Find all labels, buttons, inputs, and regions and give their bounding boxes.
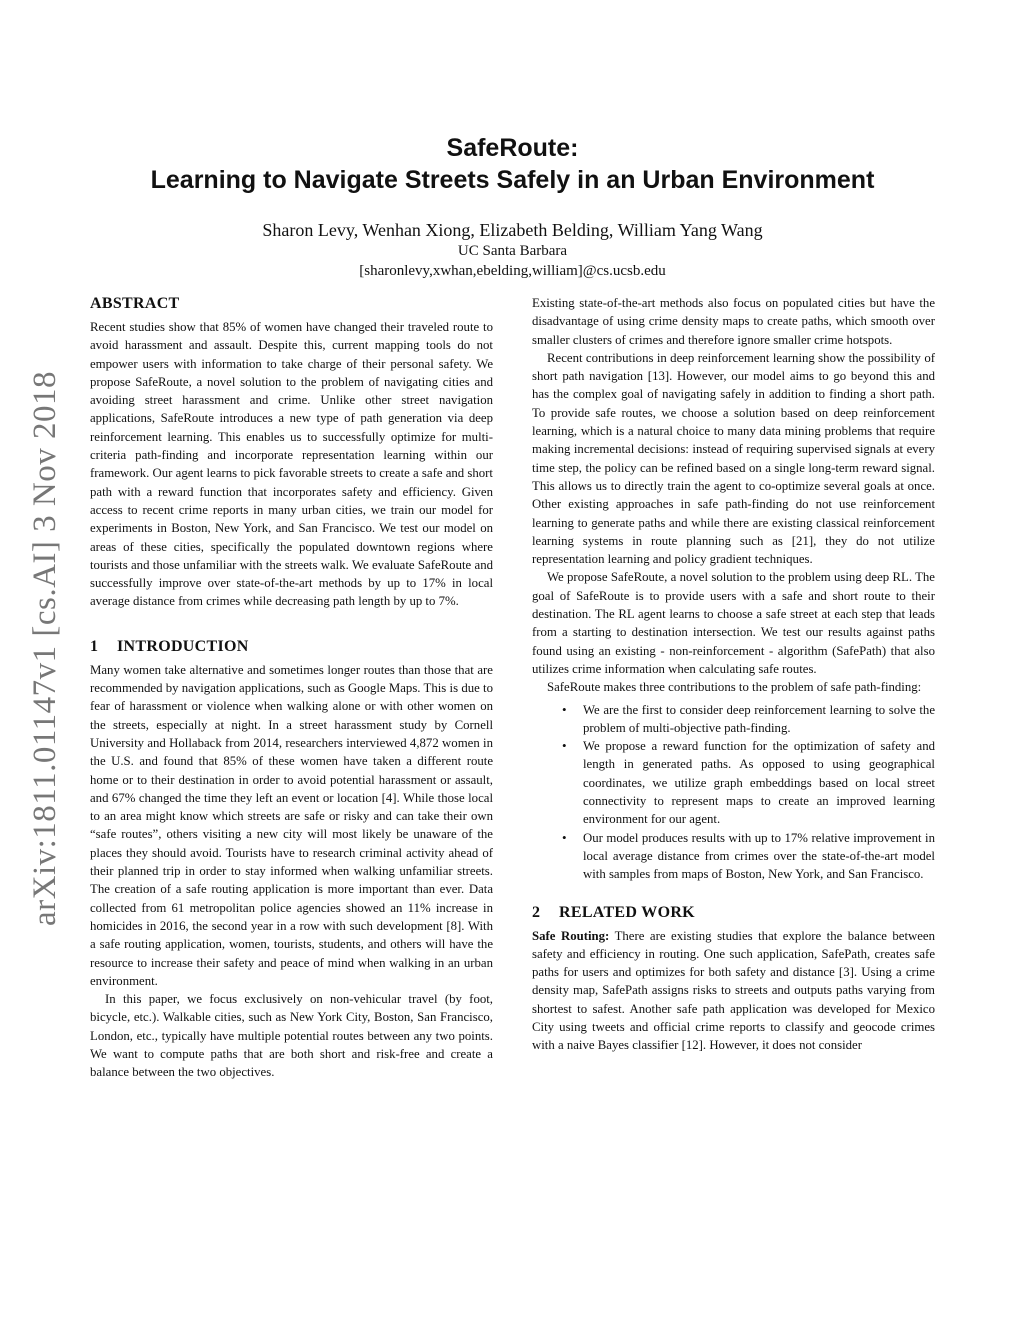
title-line-2: Learning to Navigate Streets Safely in an Urban Environment [150, 166, 875, 194]
contribution-2: We propose a reward function for the optimization of safety and length in generated paths. As opposed to using geographical coordinates, we utilize graph embeddings based on local street connectivity to represent maps to create an improved learning environment for our agent. [583, 739, 935, 827]
intro-paragraph-4: Recent contributions in deep reinforcement learning show the possibility of short path navigation [13]. However, our model aims to go beyond this and has the complex goal of navigating safely in addition to finding a short path. To provide safe routes, we choose a solution based on deep reinforcement learning, which is a natural choice to many data mining problems that require making incremental decisions: instead of requiring supervised signals at every time step, the policy can be refined based on a single long-term reward signal. This allows us to directly train the agent to co-optimize several goals at once. Other existing approaches in safe path-finding do not use reinforcement learning to generate paths and while there are existing classical reinforcement learning systems in route planning such as [21], they do not utilize representation learning and policy gradient techniques. [532, 350, 935, 567]
intro-paragraph-5: We propose SafeRoute, a novel solution to the problem using deep RL. The goal of SafeRoute is to provide users with a safe and short route to their destination. The RL agent learns to choose a safe street at each step that leads from a starting to destination intersection. We test our results against paths found using an existing - non-reinforcement - algorithm (SafePath) that also utilizes crime information when calculating safe routes. [532, 570, 935, 676]
related-text: There are existing studies that explore the balance between safety and efficiency in routing. One such application, SafePath, creates safe paths for users and optimizes for both safety and distance [3]. Using a crime density map, SafePath assigns risks to streets and outputs paths varying from shortest to safest. Another safe path application was developed for Mexico City using tweets and official crime reports to classify and geocode crimes with a naive Bayes classifier [12]. However, it does not consider [532, 928, 936, 1053]
email: [sharonlevy,xwhan,ebelding,william]@cs.ucsb.edu [359, 263, 666, 279]
arxiv-stamp-text: arXiv:1811.01147v1 [cs.AI] 3 Nov 2018 [26, 370, 63, 926]
intro-heading-text: INTRODUCTION [117, 637, 249, 655]
left-column [90, 294, 493, 1082]
list-item [562, 737, 935, 828]
related-paragraph [532, 927, 935, 1055]
title-line-1: SafeRoute: [446, 134, 579, 162]
intro-heading [90, 637, 493, 657]
intro-paragraph-6: SafeRoute makes three contributions to the problem of safe path-finding: [547, 680, 922, 695]
intro-paragraph-2: In this paper, we focus exclusively on non-vehicular travel (by foot, bicycle, etc.). Walkable cities, such as New York City, Boston, San Francisco, London, etc., typically have multiple potential routes between any two points. We want to compute paths that are both short and risk-free and create a balance between the two objectives. [90, 992, 493, 1080]
contribution-1: We are the first to consider deep reinforcement learning to solve the problem of multi-objective path-finding. [583, 702, 935, 735]
related-heading-text: RELATED WORK [559, 903, 695, 921]
bullet-icon: • [562, 701, 567, 717]
list-item [562, 829, 935, 884]
bullet-icon: • [562, 738, 567, 754]
arxiv-stamp [20, 367, 70, 929]
authors: Sharon Levy, Wenhan Xiong, Elizabeth Belding, William Yang Wang [262, 220, 763, 240]
abstract-text: Recent studies show that 85% of women have changed their traveled route to avoid harassment and assault. Despite this, current mapping tools do not empower users with information to take charge of their personal safety. We propose SafeRoute, a novel solution to the problem of navigating cities and avoiding street harassment and crime. Unlike other street navigation applications, SafeRoute introduces a new type of path generation via deep reinforcement learning. This enables us to successfully optimize for multi-criteria path-finding and incorporate representation learning within our framework. Our agent learns to pick favorable streets to create a safe and short path with a reward function that incorporates safety and efficiency. Given access to recent crime reports in many urban cities, we train our model for experiments in Boston, New York, and San Francisco. We test our model on areas of these cities, specifically the populated downtown regions where tourists and those unfamiliar with the streets walk. We evaluate SafeRoute and successfully improve over state-of-the-art methods by up to 17% in local average distance from crimes while decreasing path length by up to 7%. [90, 320, 493, 609]
intro-paragraph-1: Many women take alternative and sometimes longer routes than those that are recommended by navigation applications, such as Google Maps. This is due to fear of harassment or violence when walking alone or with other women on the streets, especially at night. In a street harassment study by Cornell University and Hollaback from 2014, researchers interviewed 4,872 women in the U.S. and found that 85% of these women have taken a different route home or to their destination in order to avoid potential harassment or assault, and 67% changed the time they left an event or location [4]. While those local to an area might know which streets are safe or risky and can take their own “safe routes”, others visiting a new city will most likely be unaware of the places they should avoid. Tourists have to research criminal activity ahead of their planned trip in order to stay informed when walking unfamiliar streets. The creation of a safe routing application is more important than ever. Data collected from 61 metropolitan police agencies showed an 11% increase in homicides in 2016, the second year in a row with such development [8]. With a safe routing application, women, tourists, students, and others will have the resource to increase their safety and peace of mind when walking in an urban environment. [90, 662, 493, 988]
paper-title [90, 132, 935, 196]
runin-heading: Safe Routing: [532, 928, 610, 943]
right-column [532, 294, 935, 1055]
contributions-list [532, 701, 935, 884]
related-heading [532, 903, 935, 923]
related-number: 2 [532, 903, 541, 921]
bullet-icon: • [562, 829, 567, 845]
affiliation: UC Santa Barbara [457, 243, 568, 259]
abstract-heading: ABSTRACT [90, 295, 180, 312]
contribution-3: Our model produces results with up to 17% relative improvement in local average distance from crimes over the state-of-the-art model with samples from maps of Boston, New York, and San Francisco. [583, 830, 935, 882]
intro-paragraph-3: Existing state-of-the-art methods also focus on populated cities but have the disadvantage of using crime density maps to create paths, which smooth over smaller clusters of crimes and therefore ignore smaller crime hotspots. [532, 296, 935, 347]
intro-number: 1 [90, 637, 99, 655]
list-item [562, 701, 935, 738]
